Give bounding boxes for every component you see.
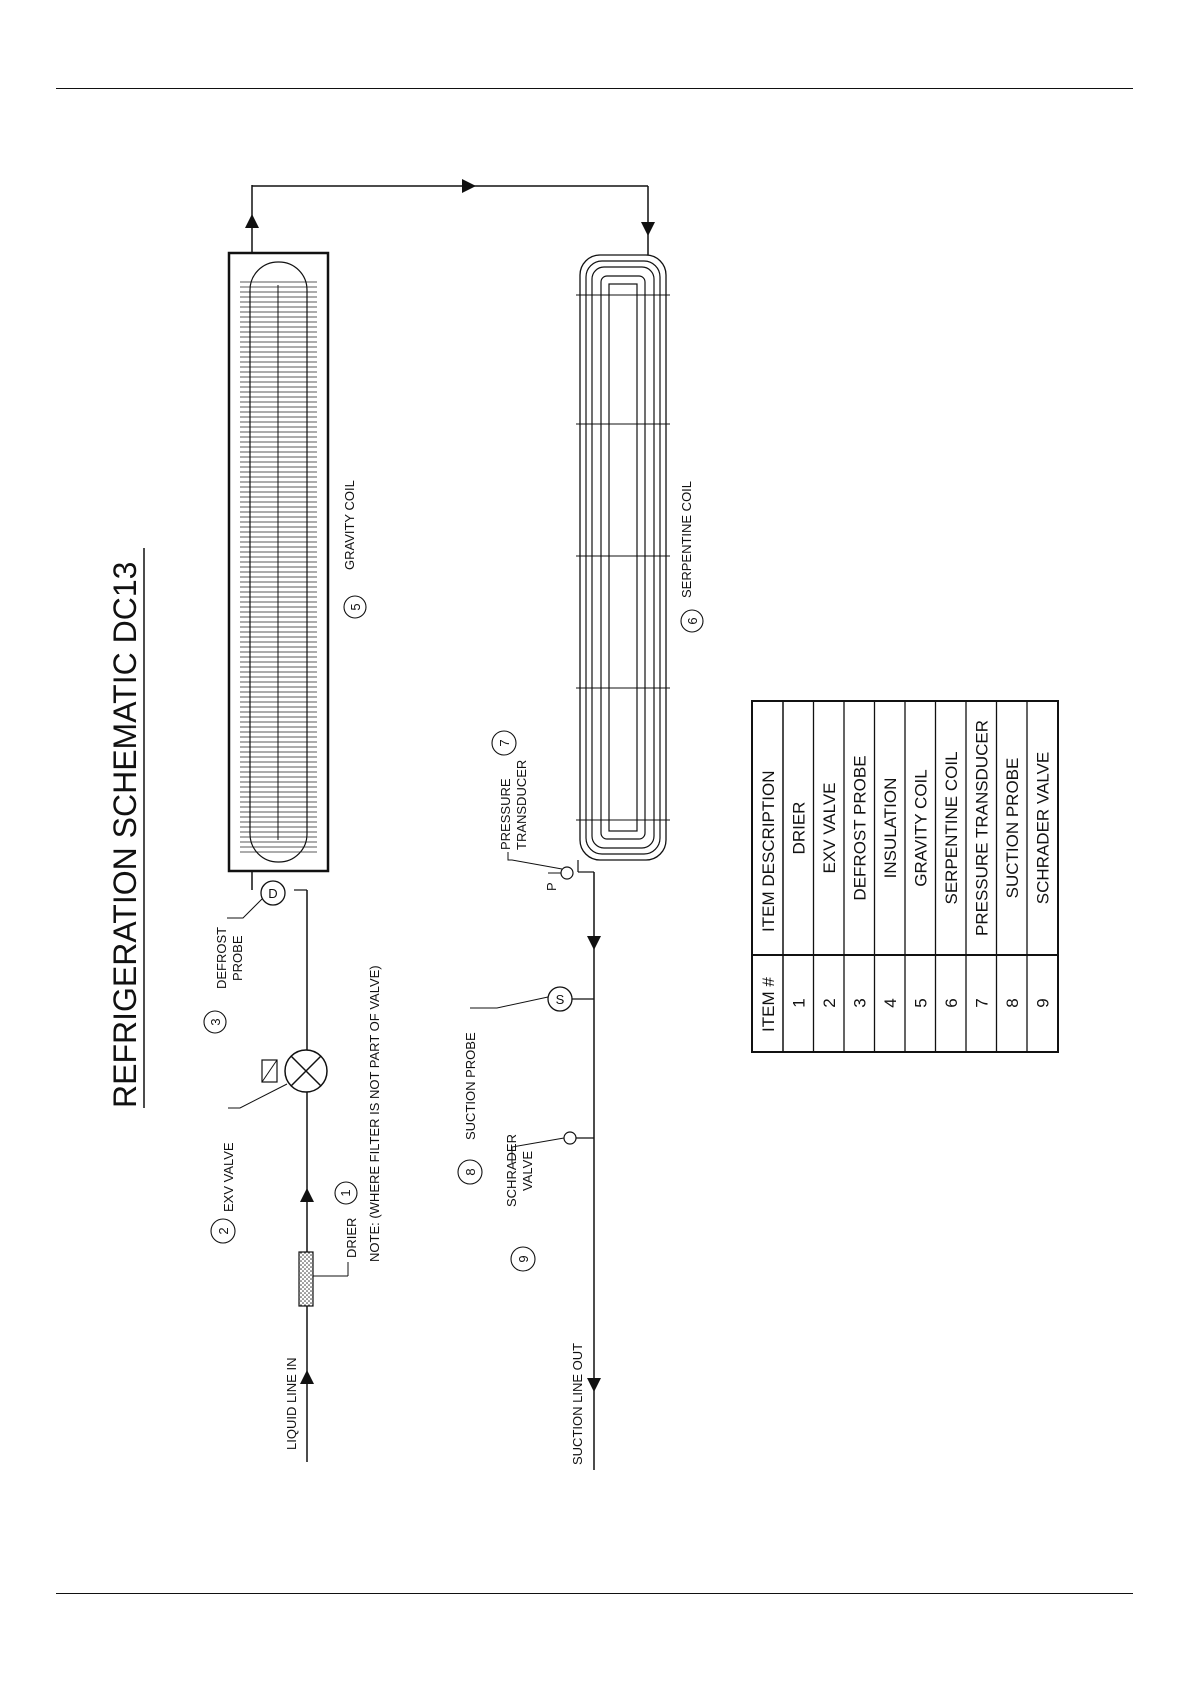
table-header-description: ITEM DESCRIPTION [759, 770, 778, 932]
defrost-label: DEFROST [214, 926, 229, 989]
drier-label: DRIER [344, 1217, 359, 1258]
suction-line-out-label: SUCTION LINE OUT [570, 1342, 585, 1465]
schrader-label: SCHRADER [504, 1134, 519, 1207]
callout-5 [344, 596, 366, 618]
exv-valve-label: EXV VALVE [221, 1142, 236, 1212]
defrost-probe-symbol [261, 881, 285, 905]
suction-probe-label: SUCTION PROBE [463, 1032, 478, 1140]
table-cell-item: 5 [911, 998, 931, 1008]
svg-text:2: 2 [216, 1227, 231, 1235]
suction-probe-symbol [548, 987, 594, 1011]
schematic-title: REFRIGERATION SCHEMATIC DC13 [107, 561, 143, 1108]
schrader-valve-symbol [564, 1132, 594, 1144]
callout-6 [681, 610, 703, 632]
flow-arrow [300, 1188, 314, 1202]
svg-text:9: 9 [516, 1255, 531, 1263]
svg-text:3: 3 [208, 1018, 223, 1026]
table-cell-description: DEFROST PROBE [850, 755, 870, 901]
serpentine-coil-label: SERPENTINE COIL [679, 480, 694, 598]
pressure-transducer-symbol [544, 867, 573, 891]
svg-text:5: 5 [348, 603, 363, 611]
flow-arrow [300, 1370, 314, 1384]
table-cell-description: SCHRADER VALVE [1033, 751, 1053, 905]
table-cell-item: 3 [850, 998, 870, 1008]
pressure-label: PRESSURE [498, 778, 513, 850]
transducer-label: TRANSDUCER [514, 759, 529, 850]
flow-arrow [641, 222, 655, 236]
callout-1 [335, 1182, 357, 1204]
svg-text:6: 6 [685, 617, 700, 625]
table-cell-item: 2 [819, 998, 839, 1008]
note-label: NOTE: (WHERE FILTER IS NOT PART OF VALVE) [367, 965, 382, 1262]
gravity-coil-label: GRAVITY COIL [342, 480, 357, 570]
flow-arrow [587, 936, 601, 950]
svg-text:8: 8 [463, 1168, 478, 1176]
table-cell-description: SUCTION PROBE [1002, 757, 1022, 899]
defrost-probe-letter: D [268, 886, 278, 901]
table-header-item: ITEM # [759, 977, 778, 1032]
suction-probe-letter: S [555, 992, 565, 1007]
callout-2 [211, 1219, 235, 1243]
table-cell-description: GRAVITY COIL [911, 769, 931, 887]
callout-3 [204, 1011, 226, 1033]
pressure-transducer-letter: P [544, 882, 559, 891]
probe-label: PROBE [230, 935, 245, 981]
liquid-line-in-label: LIQUID LINE IN [284, 1357, 299, 1450]
svg-text:7: 7 [497, 739, 512, 747]
callout-9 [511, 1247, 535, 1271]
flow-arrow [462, 179, 476, 193]
item-table [752, 701, 1058, 1052]
table-cell-description: EXV VALVE [819, 782, 839, 874]
drier-symbol [299, 1252, 313, 1306]
exv-valve-symbol [262, 1050, 327, 1092]
table-cell-description: SERPENTINE COIL [941, 751, 961, 905]
table-cell-description: DRIER [789, 801, 809, 855]
table-cell-item: 4 [880, 998, 900, 1008]
table-cell-item: 9 [1033, 998, 1053, 1008]
gravity-coil-symbol [229, 253, 328, 871]
table-cell-item: 7 [972, 998, 992, 1008]
table-cell-item: 6 [941, 998, 961, 1008]
svg-text:1: 1 [338, 1189, 353, 1197]
table-cell-item: 8 [1002, 998, 1022, 1008]
table-cell-description: PRESSURE TRANSDUCER [972, 719, 992, 937]
serpentine-coil-symbol [576, 255, 670, 872]
callout-7 [492, 731, 516, 755]
valve-label: VALVE [520, 1151, 535, 1191]
flow-arrow [587, 1378, 601, 1392]
table-cell-item: 1 [789, 998, 809, 1008]
callout-8 [458, 1160, 482, 1184]
table-cell-description: INSULATION [880, 777, 900, 879]
flow-arrow [245, 214, 259, 228]
